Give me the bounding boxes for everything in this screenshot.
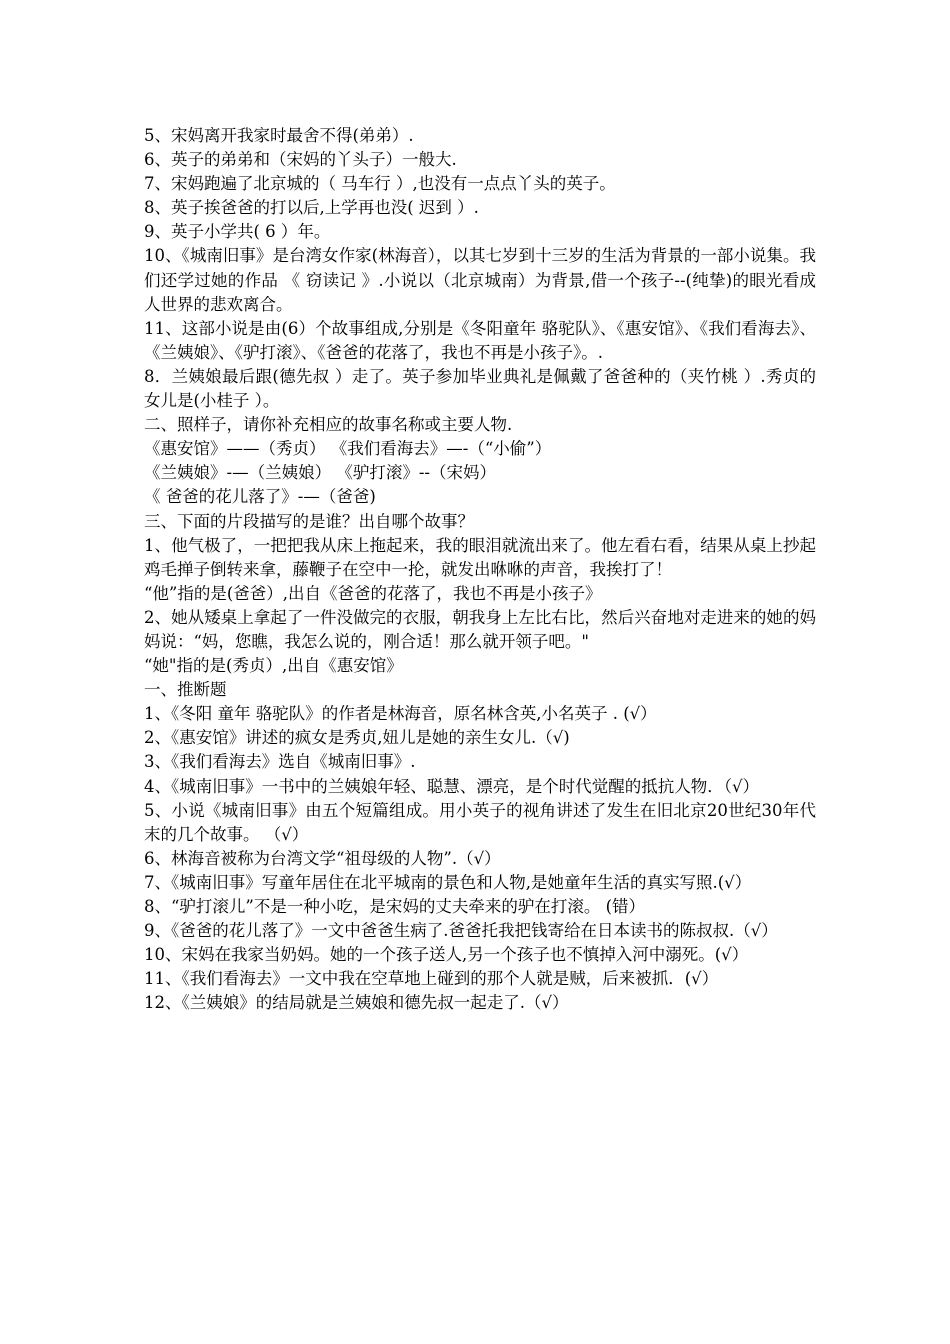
paragraph: 《兰姨娘》-—（兰姨娘） 《驴打滚》--（宋妈） (144, 463, 496, 483)
paragraph: 1、《冬阳 童年 骆驼队》的作者是林海音，原名林含英,小名英子 . (√） (144, 704, 657, 724)
paragraph: 12、《兰姨娘》的结局就是兰姨娘和德先叔一起走了.（√） (144, 993, 569, 1013)
paragraph: 8、“驴打滚儿”不是一种小吃，是宋妈的丈夫牵来的驴在打滚。 (错） (144, 897, 646, 916)
paragraph: 1、他气极了，一把把我从床上拖起来，我的眼泪就流出来了。他左看右看，结果从桌上抄起鸡毛掸子倒转来拿，藤鞭子在空中一抡，就发出咻咻的声音，我挨打了！ (144, 535, 816, 579)
paragraph: 2、她从矮桌上拿起了一件没做完的衣服，朝我身上左比右比，然后兴奋地对走进来的她的妈妈说：“妈，您瞧，我怎么说的，刚合适！那么就开领子吧。" (144, 607, 816, 651)
paragraph: 7、宋妈跑遍了北京城的（ 马车行 ）,也没有一点点丫头的英子。 (144, 174, 616, 194)
paragraph: 10、《城南旧事》是台湾女作家(林海音），以其七岁到十三岁的生活为背景的一部小说集。我们还学过她的作品 《 窃读记 》.小说以（北京城南）为背景,借一个孩子--(纯挚)的眼光看成人世界的悲欢离合。 (144, 246, 816, 314)
paragraph: 8、英子挨爸爸的打以后,上学再也没( 迟到 ）. (144, 198, 479, 218)
paragraph: 7、《城南旧事》写童年居住在北平城南的景色和人物,是她童年生活的真实写照.(√） (144, 872, 752, 892)
paragraph: 2、《惠安馆》讲述的疯女是秀贞,妞儿是她的亲生女儿.（√) (144, 728, 570, 748)
paragraph: 6、英子的弟弟和（宋妈的丫头子）一般大. (144, 150, 457, 170)
paragraph: 8．兰姨娘最后跟(德先叔 ）走了。英子参加毕业典礼是佩戴了爸爸种的（夹竹桃 ）.秀贞的女儿是(小桂子 ）。 (144, 366, 816, 411)
paragraph: 4、《城南旧事》一书中的兰姨娘年轻、聪慧、漂亮，是个时代觉醒的抵抗人物．（√） (144, 776, 760, 796)
paragraph: 10、宋妈在我家当奶妈。她的一个孩子送人,另一个孩子也不慎掉入河中溺死。(√） (144, 945, 749, 965)
paragraph: “她"指的是(秀贞）,出自《惠安馆》 (144, 656, 403, 676)
paragraph: 11、《我们看海去》一文中我在空草地上碰到的那个人就是贼，后来被抓．(√） (144, 969, 719, 989)
paragraph: 5、小说《城南旧事》由五个短篇组成。用小英子的视角讲述了发生在旧北京20世纪30年代末的几个故事。 （√） (144, 800, 816, 844)
paragraph: “他”指的是(爸爸）,出自《爸爸的花落了，我也不再是小孩子》 (144, 583, 602, 603)
paragraph: 6、林海音被称为台湾文学“祖母级的人物”.（√） (144, 848, 501, 868)
section-heading: 三、下面的片段描写的是谁？出自哪个故事？ (144, 511, 474, 531)
paragraph: 《惠安馆》——（秀贞） 《我们看海去》—-（“小偷”） (144, 439, 552, 459)
document-body (144, 124, 816, 1015)
paragraph: 9、《爸爸的花儿落了》一文中爸爸生病了.爸爸托我把钱寄给在日本读书的陈叔叔.（√） (144, 921, 778, 941)
paragraph: 3、《我们看海去》选自《城南旧事》. (144, 752, 416, 772)
section-heading: 一、推断题 (144, 680, 227, 700)
section-heading: 二、照样子，请你补充相应的故事名称或主要人物. (144, 415, 513, 435)
paragraph: 9、英子小学共( 6 ）年。 (144, 222, 331, 242)
paragraph: 《 爸爸的花儿落了》-—（爸爸) (144, 487, 376, 507)
paragraph: 11、这部小说是由(6）个故事组成,分别是《冬阳童年 骆驼队》、《惠安馆》、《我们看海去》、《兰姨娘》、《驴打滚》、《爸爸的花落了，我也不再是小孩子》。. (144, 318, 816, 362)
paragraph: 5、宋妈离开我家时最舍不得(弟弟）. (144, 126, 414, 145)
